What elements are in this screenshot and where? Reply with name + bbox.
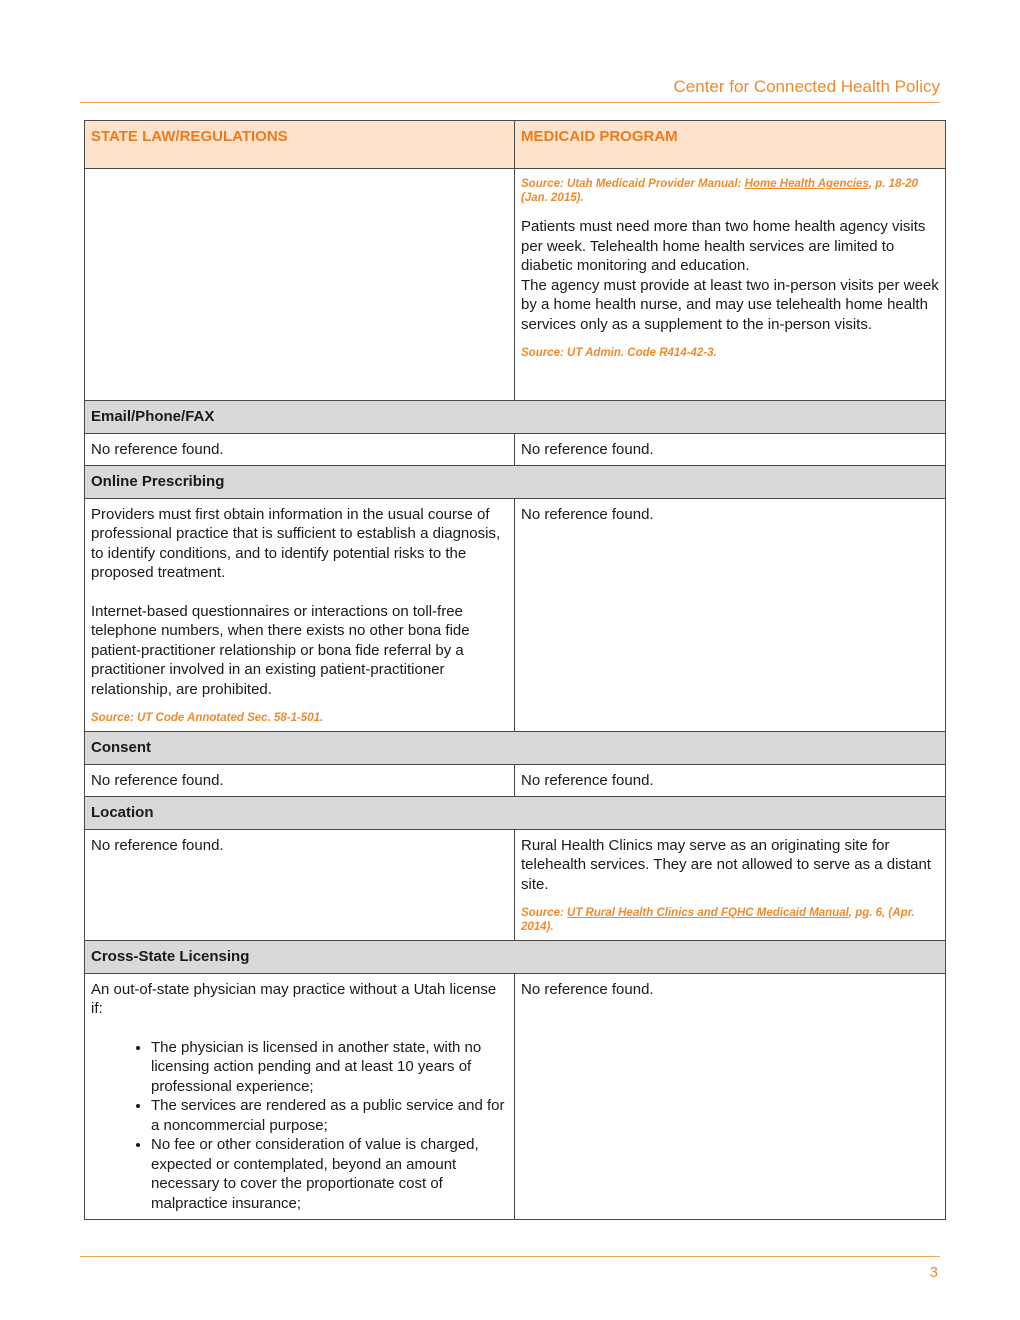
section-row-email-phone-fax (85, 401, 946, 434)
page-number: 3 (929, 1264, 938, 1281)
section-row-consent (85, 732, 946, 765)
state-text-prescribing-1: Providers must first obtain information in the usual course of professional practice that is sufficient to establish a diagnosis, to identify conditions, and to identify potential risks to the proposed treatment. (91, 505, 501, 581)
cell-medicaid-licensing: No reference found. (515, 973, 946, 1220)
list-item: • No fee or other consideration of value is charged, expected or contemplated, beyond an amount necessary to cover the proportionate cost of malpractice insurance; (151, 1135, 508, 1213)
table-row-home-health (85, 169, 946, 401)
state-text-licensing-intro: An out-of-state physician may practice without a Utah license if: (91, 980, 497, 1017)
table-row-email-phone-fax (85, 433, 946, 466)
column-header-medicaid: MEDICAID PROGRAM (515, 121, 946, 169)
cell-medicaid-online-prescribing: No reference found. (515, 498, 946, 732)
table-row-consent (85, 764, 946, 797)
table-row-location (85, 829, 946, 941)
column-header-row (85, 121, 946, 169)
section-heading: Location (85, 797, 946, 830)
state-text-prescribing-2: Internet-based questionnaires or interactions on toll-free telephone numbers, when there exists no other bona fide patient-practitioner relationship or bona fide referral by a practitioner involved in an existing patient-practitioner relationship, are prohibited. (91, 602, 470, 698)
section-heading: Cross-State Licensing (85, 941, 946, 974)
cell-state-online-prescribing (85, 498, 515, 732)
cell-medicaid-email: No reference found. (515, 433, 946, 466)
column-header-state: STATE LAW/REGULATIONS (85, 121, 515, 169)
source-citation: Source: UT Code Annotated Sec. 58-1-501. (91, 712, 324, 724)
medicaid-text-home-health-2: The agency must provide at least two in-person visits per week by a home health nurse, and may use telehealth home health services only as a supplement to the in-person visits. (521, 276, 939, 333)
cell-state-home-health (85, 169, 515, 401)
medicaid-text-home-health-1: Patients must need more than two home health agency visits per week. Telehealth home health services are limited to diabetic monitoring and education. (521, 218, 926, 274)
section-heading: Consent (85, 732, 946, 765)
source-citation (521, 906, 939, 934)
cell-state-consent: No reference found. (85, 764, 515, 797)
section-heading: Email/Phone/FAX (85, 401, 946, 434)
source-suffix: , p. 18-20 (Jan. 2015). (521, 178, 919, 204)
source-citation: Source: UT Admin. Code R414-42-3. (521, 347, 717, 359)
cell-state-location: No reference found. (85, 829, 515, 941)
source-suffix: , pg. 6, (Apr. 2014). (521, 907, 915, 933)
list-item: • The services are rendered as a public service and for a noncommercial purpose; (151, 1096, 508, 1135)
cell-state-licensing (85, 973, 515, 1220)
licensing-conditions-list (91, 1038, 508, 1214)
header-divider (80, 102, 940, 103)
table-row-online-prescribing (85, 498, 946, 732)
section-heading: Online Prescribing (85, 466, 946, 499)
footer-divider (80, 1256, 940, 1257)
cell-medicaid-home-health (515, 169, 946, 401)
policy-table (84, 120, 946, 1220)
medicaid-text-location: Rural Health Clinics may serve as an originating site for telehealth services. They are not allowed to serve as a distant site. (521, 836, 931, 893)
source-link-home-health-agencies[interactable]: Home Health Agencies (744, 178, 869, 190)
source-link-rural-health-clinics[interactable]: UT Rural Health Clinics and FQHC Medicaid Manual (567, 907, 849, 919)
document-header-org: Center for Connected Health Policy (673, 77, 940, 96)
source-prefix: Source: Utah Medicaid Provider Manual: (521, 178, 745, 190)
source-citation (521, 177, 939, 205)
cell-medicaid-consent: No reference found. (515, 764, 946, 797)
section-row-location (85, 797, 946, 830)
list-item: • The physician is licensed in another state, with no licensing action pending and at least 10 years of professional experience; (151, 1038, 508, 1097)
section-row-cross-state-licensing (85, 941, 946, 974)
cell-medicaid-location (515, 829, 946, 941)
section-row-online-prescribing (85, 466, 946, 499)
source-prefix: Source: (521, 907, 568, 919)
table-row-cross-state-licensing (85, 973, 946, 1220)
cell-state-email: No reference found. (85, 433, 515, 466)
